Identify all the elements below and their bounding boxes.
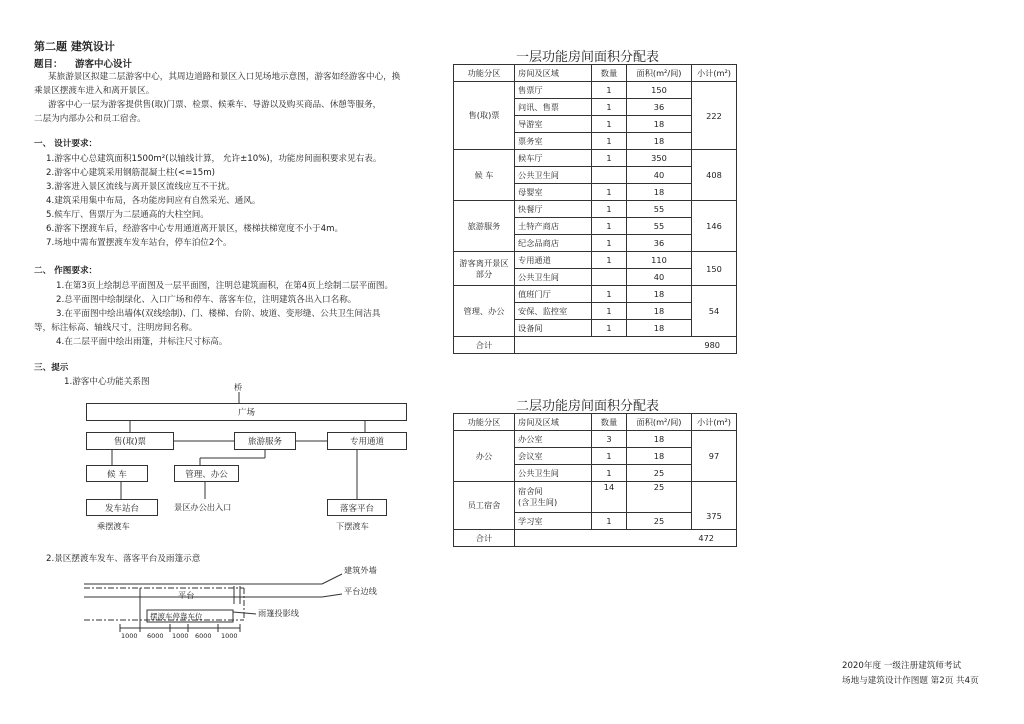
area-cell: 110 (627, 252, 692, 269)
desc-line-3: 游客中心一层为游客提供售(取)门票、检票、候乘车、导游以及购买商品、休憩等服务， (48, 100, 382, 110)
section2-title: 二、 作图要求： (34, 266, 98, 276)
room-cell: 办公室 (515, 431, 592, 448)
room-cell: 售票厅 (515, 82, 592, 99)
section2-item-2: 2.总平面图中绘制绿化、入口广场和停车、落客车位，注明建筑各出入口名称。 (56, 295, 357, 305)
table-row (454, 150, 737, 167)
table2 (453, 413, 737, 547)
section3-sub2: 2.景区摆渡车发车、落客平台及雨篷示意 (46, 554, 201, 564)
room-cell: 导游室 (515, 116, 592, 133)
room-cell: 会议室 (515, 448, 592, 465)
square-box: 广场 (86, 403, 407, 421)
board-bus-label: 乘摆渡车 (97, 521, 130, 531)
qty-cell: 1 (592, 320, 627, 337)
qty-cell: 1 (592, 99, 627, 116)
footer-page: 场地与建筑设计作图题 第2页 共4页 (842, 676, 979, 686)
qty-cell: 1 (592, 513, 627, 530)
area-cell: 55 (627, 201, 692, 218)
room-cell: 快餐厅 (515, 201, 592, 218)
qty-cell: 1 (592, 201, 627, 218)
qty-cell: 14 (592, 482, 627, 513)
table1-header-subtotal: 小计(m²) (692, 65, 737, 82)
subtotal-cell: 54 (692, 286, 737, 337)
zone-cell: 旅游服务 (454, 201, 515, 252)
room-cell: 候车厅 (515, 150, 592, 167)
subtotal-cell: 150 (692, 252, 737, 286)
section1-item-5: 5.候车厅、售票厅为二层通高的大柱空间。 (46, 210, 209, 220)
subtotal-cell: 408 (692, 150, 737, 201)
qty-cell: 1 (592, 133, 627, 150)
bus-space-label: 摆渡车停靠车位 (150, 612, 203, 621)
subtotal-cell: 222 (692, 82, 737, 150)
dim-5: 1000 (221, 632, 238, 640)
dim-2: 6000 (147, 632, 164, 640)
room-cell: 安保、监控室 (515, 303, 592, 320)
table2-header-row (454, 414, 737, 431)
area-cell: 25 (627, 513, 692, 530)
room-cell: 公共卫生间 (515, 269, 592, 286)
zone-cell: 办公 (454, 431, 515, 482)
qty-cell: 1 (592, 116, 627, 133)
room-cell: 公共卫生间 (515, 167, 592, 184)
qty-cell: 1 (592, 184, 627, 201)
zone-cell: 售(取)票 (454, 82, 515, 150)
area-cell: 18 (627, 286, 692, 303)
room-cell: 票务室 (515, 133, 592, 150)
table1-header-row (454, 65, 737, 82)
staff-entry-label: 景区办公出入口 (174, 502, 232, 512)
section1-title: 一、 设计要求： (34, 139, 98, 149)
zone-cell: 游客离开景区部分 (454, 252, 515, 286)
room-cell: 宿舍间 (含卫生间) (515, 482, 592, 513)
section1-item-3: 3.游客进入景区流线与离开景区流线应互不干扰。 (46, 182, 235, 192)
table1-header-qty: 数量 (592, 65, 627, 82)
table1-title: 一层功能房间面积分配表 (516, 50, 660, 65)
area-cell: 18 (627, 320, 692, 337)
section1-item-4: 4.建筑采用集中布局，各功能房间应有自然采光、通风。 (46, 196, 261, 206)
section2-item-1: 1.在第3页上绘制总平面图及一层平面图，注明总建筑面积，在第4页上绘制二层平面图。 (56, 281, 394, 291)
platform-label: 平台 (178, 590, 195, 600)
desc-line-4: 二层为内部办公和员工宿舍。 (34, 114, 146, 124)
section1-item-6: 6.游客下摆渡车后，经游客中心专用通道离开景区，楼梯扶梯宽度不小于4m。 (46, 224, 344, 234)
dim-4: 6000 (195, 632, 212, 640)
area-cell: 18 (627, 133, 692, 150)
desc-line-1: 某旅游景区拟建二层游客中心，其周边道路和景区入口见场地示意图，游客如经游客中心，换 (48, 72, 401, 82)
section1-item-7: 7.场地中需布置摆渡车发车站台，停车泊位2个。 (46, 238, 232, 248)
table-row (454, 252, 737, 269)
table2-title: 二层功能房间面积分配表 (516, 399, 660, 414)
total-value: 472 (515, 530, 737, 547)
table2-header-zone: 功能分区 (454, 414, 515, 431)
room-cell: 土特产商店 (515, 218, 592, 235)
footer-exam: 2020年度 一级注册建筑师考试 (842, 661, 962, 671)
section1-item-2: 2.游客中心建筑采用钢筋混凝土柱(<=15m) (46, 168, 215, 178)
area-cell: 18 (627, 448, 692, 465)
total-value: 980 (515, 337, 737, 354)
area-cell: 36 (627, 99, 692, 116)
area-cell: 150 (627, 82, 692, 99)
drop-platform-box: 落客平台 (327, 499, 387, 516)
bridge-label: 桥 (234, 382, 243, 392)
qty-cell: 3 (592, 431, 627, 448)
leave-bus-label: 下摆渡车 (336, 521, 369, 531)
section1-item-1: 1.游客中心总建筑面积1500m²(以轴线计算， 允许±10%)，功能房间面积要求见右表。 (46, 154, 382, 164)
table1-header-area: 面积(m²/间) (627, 65, 692, 82)
zone-cell: 管理、办公 (454, 286, 515, 337)
qty-cell: 1 (592, 303, 627, 320)
qty-cell: 1 (592, 235, 627, 252)
zone-cell: 候 车 (454, 150, 515, 201)
subtotal-cell: 146 (692, 201, 737, 252)
section2-item-3: 3.在平面图中绘出墙体(双线绘制)、门、楼梯、台阶、坡道、变形缝、公共卫生间洁具 (56, 309, 381, 319)
room-cell: 公共卫生间 (515, 465, 592, 482)
table-row (454, 286, 737, 303)
passage-box: 专用通道 (327, 432, 407, 450)
section2-item-3b: 等，标注标高、轴线尺寸，注明房间名称。 (34, 323, 198, 333)
subtotal-cell: 97 (692, 431, 737, 482)
tour-service-box: 旅游服务 (234, 432, 296, 450)
canopy-line-label: 雨篷投影线 (258, 608, 299, 618)
room-cell: 问讯、售票 (515, 99, 592, 116)
waiting-box: 候 车 (86, 465, 148, 482)
room-cell: 纪念品商店 (515, 235, 592, 252)
total-label: 合计 (454, 530, 515, 547)
table2-header-subtotal: 小计(m²) (692, 414, 737, 431)
qty-cell: 1 (592, 150, 627, 167)
building-wall-label: 建筑外墙 (344, 565, 377, 575)
table2-header-qty: 数量 (592, 414, 627, 431)
dim-1: 1000 (121, 632, 138, 640)
qty-cell: 1 (592, 286, 627, 303)
table-row (454, 82, 737, 99)
page-title: 第二题 建筑设计 (34, 40, 115, 53)
room-cell: 设备间 (515, 320, 592, 337)
qty-cell: 1 (592, 465, 627, 482)
room-cell: 学习室 (515, 513, 592, 530)
table2-header-area: 面积(m²/间) (627, 414, 692, 431)
desc-line-2: 乘景区摆渡车进入和离开景区。 (34, 86, 155, 96)
dim-3: 1000 (172, 632, 189, 640)
zone-cell: 员工宿舍 (454, 482, 515, 530)
area-cell: 25 (627, 465, 692, 482)
area-cell: 18 (627, 303, 692, 320)
section2-item-4: 4.在二层平面中绘出雨篷，并标注尺寸标高。 (56, 337, 228, 347)
topic-label: 题目： (34, 59, 63, 70)
platform-edge-label: 平台边线 (344, 586, 377, 596)
qty-cell: 1 (592, 218, 627, 235)
boarding-platform-box: 发车站台 (86, 499, 158, 516)
section3-title: 三、提示 (34, 363, 69, 373)
area-cell: 18 (627, 431, 692, 448)
area-cell: 36 (627, 235, 692, 252)
area-cell: 40 (627, 167, 692, 184)
table-row (454, 431, 737, 448)
qty-cell: 1 (592, 252, 627, 269)
room-cell: 母婴室 (515, 184, 592, 201)
table-row (454, 201, 737, 218)
table-row (454, 482, 737, 513)
topic-value: 游客中心设计 (75, 59, 133, 70)
area-cell: 55 (627, 218, 692, 235)
area-cell: 40 (627, 269, 692, 286)
table1-header-zone: 功能分区 (454, 65, 515, 82)
subtotal-cell: 375 (692, 482, 737, 530)
qty-cell (592, 269, 627, 286)
total-label: 合计 (454, 337, 515, 354)
table2-header-room: 房间及区域 (515, 414, 592, 431)
area-cell: 350 (627, 150, 692, 167)
qty-cell: 1 (592, 448, 627, 465)
table1-total-row (454, 337, 737, 354)
table2-total-row (454, 530, 737, 547)
table1 (453, 64, 737, 354)
table1-header-room: 房间及区域 (515, 65, 592, 82)
qty-cell (592, 167, 627, 184)
qty-cell: 1 (592, 82, 627, 99)
admin-box: 管理、办公 (174, 465, 239, 482)
area-cell: 18 (627, 184, 692, 201)
room-cell: 值班门厅 (515, 286, 592, 303)
area-cell: 18 (627, 116, 692, 133)
room-cell: 专用通道 (515, 252, 592, 269)
ticket-box: 售(取)票 (86, 432, 174, 450)
area-cell: 25 (627, 482, 692, 513)
section3-sub1: 1.游客中心功能关系图 (64, 377, 150, 387)
